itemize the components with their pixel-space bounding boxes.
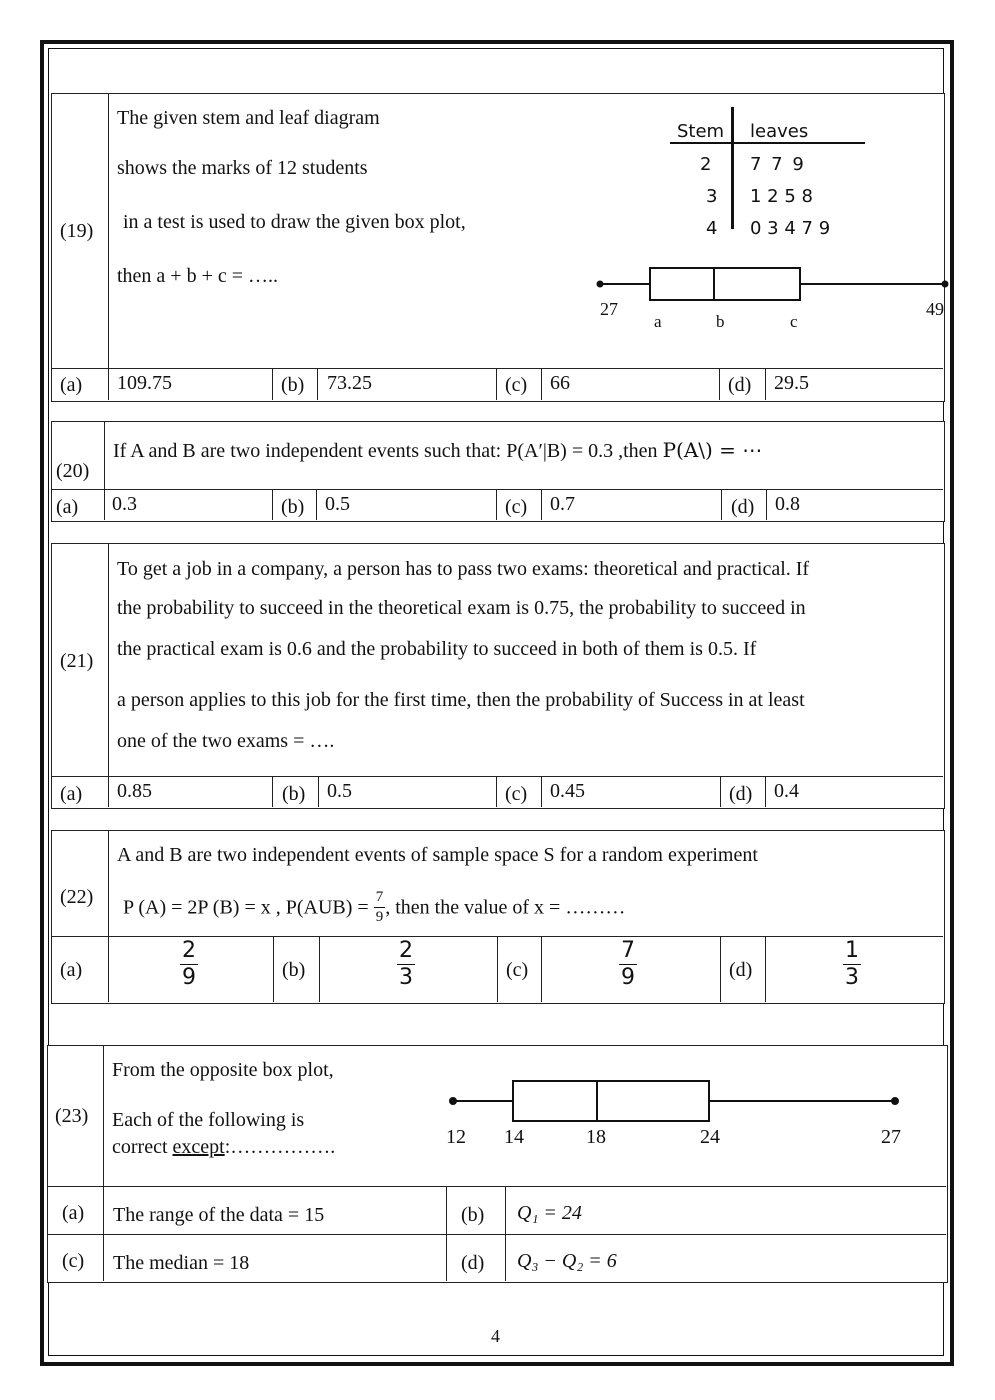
q22-frac-den: 9 [375,909,384,925]
q23-option-a-value[interactable]: The range of the data = 15 [113,1204,325,1226]
q22-line-1: A and B are two independent events of sample space S for a random experiment [117,844,758,866]
q19-option-a-value[interactable]: 109.75 [117,372,172,394]
q23-line-3-suffix: :……………. [224,1136,336,1158]
q20-option-b-value[interactable]: 0.5 [325,493,350,515]
q21-option-b-letter[interactable]: (b) [282,783,306,805]
stem-3: 3 [706,186,718,207]
q22-a-num: 2 [182,938,196,963]
question-21-box [51,543,945,809]
q19-opt-div-6 [765,368,766,400]
q19-opt-div-3 [496,368,497,400]
q21-line-5: one of the two exams = …. [117,730,335,752]
q19-line-2: shows the marks of 12 students [117,157,368,179]
q20-opt-div-2 [316,489,317,520]
q21-opt-div-3 [496,776,497,807]
q19-number: (19) [60,220,94,242]
q19-opt-div-4 [541,368,542,400]
q20-question [113,440,762,461]
q19-min-label: 27 [600,299,618,319]
q22-option-a-letter[interactable]: (a) [60,959,83,981]
q22-line-2-suffix: , then the value of x = ……… [385,896,626,919]
q23-axis-label-12: 12 [446,1126,466,1148]
q23-axis-label-24: 24 [700,1126,720,1148]
q23-axis-label-14: 14 [504,1126,524,1148]
q22-fraction-7-9 [374,890,386,925]
q23-option-c-value[interactable]: The median = 18 [113,1252,250,1274]
q23-max-dot [891,1097,899,1105]
q23-except: except [172,1136,225,1158]
q19-option-b-letter[interactable]: (b) [281,374,305,396]
q21-line-1: To get a job in a company, a person has to pass two exams: theoretical and practical. If [117,558,810,580]
q23-number: (23) [55,1105,89,1127]
q22-opt-div-5 [720,936,721,1002]
q23-line-1: From the opposite box plot, [112,1059,334,1081]
q23-option-a-letter[interactable]: (a) [62,1202,85,1224]
q19-opt-div-5 [719,368,720,400]
q23-options-divider-1 [47,1186,946,1187]
q23-option-d-letter[interactable]: (d) [461,1252,485,1274]
stem-header: Stem [677,121,725,142]
stem-leaf-vline [731,107,734,229]
q23-option-b-letter[interactable]: (b) [461,1204,485,1226]
q19-label-b: b [716,312,725,331]
q19-option-a-letter[interactable]: (a) [60,374,83,396]
q22-option-b-letter[interactable]: (b) [282,959,306,981]
q22-d-num: 1 [845,938,859,963]
q20-opt-div-3 [496,489,497,520]
q23-line-3-prefix: correct [112,1136,173,1158]
q23-min-dot [449,1097,457,1105]
q23-line-3 [112,1137,335,1157]
q21-option-d-letter[interactable]: (d) [729,783,753,805]
q21-line-2: the probability to succeed in the theoretical exam is 0.75, the probability to succeed in [117,597,806,619]
q19-line-4: then a + b + c = ….. [117,265,279,287]
q20-opt-div-6 [766,489,767,520]
q23-option-b-value[interactable]: Q₁ = 24 [517,1202,582,1224]
q19-number-divider [108,93,109,400]
q19-option-c-value[interactable]: 66 [550,372,570,394]
q23-options-divider-2 [47,1234,946,1235]
q21-option-c-value[interactable]: 0.45 [550,780,585,802]
q21-line-3: the practical exam is 0.6 and the probability to succeed in both of them is 0.5. If [117,638,757,660]
q23-option-d-value[interactable]: Q₃ − Q₂ = 6 [517,1250,617,1272]
q22-option-d-value[interactable] [843,940,861,989]
q22-opt-div-6 [765,936,766,1002]
stem-2: 2 [700,154,712,175]
q23-box [513,1081,709,1121]
q21-options-divider [51,776,943,777]
q20-option-c-letter[interactable]: (c) [505,496,528,518]
q22-option-c-letter[interactable]: (c) [506,959,529,981]
q19-option-b-value[interactable]: 73.25 [327,372,372,394]
q20-opt-div-4 [541,489,542,520]
q22-option-a-value[interactable] [180,940,198,989]
q20-option-b-letter[interactable]: (b) [281,496,305,518]
q22-opt-div-2 [319,936,320,1002]
q20-option-d-letter[interactable]: (d) [731,496,755,518]
q21-option-a-letter[interactable]: (a) [60,783,83,805]
q20-option-c-value[interactable]: 0.7 [550,493,575,515]
q20-option-a-letter[interactable]: (a) [56,496,79,518]
q21-option-a-value[interactable]: 0.85 [117,780,152,802]
q20-text-end: P(A\) = ⋯ [662,438,763,462]
q23-option-c-letter[interactable]: (c) [62,1250,85,1272]
q22-line-2 [123,890,625,925]
q21-opt-div-1 [272,776,273,807]
q21-opt-div-5 [720,776,721,807]
q22-c-den: 9 [621,965,635,990]
question-20-box [51,421,945,522]
q22-frac-bar [374,907,386,908]
page-number: 4 [491,1326,500,1346]
q21-opt-div-4 [541,776,542,807]
q22-d-den: 3 [845,965,859,990]
q19-box-plot [590,258,950,338]
q22-option-d-letter[interactable]: (d) [729,959,753,981]
q20-options-divider [51,489,943,490]
q20-number: (20) [56,460,90,482]
q23-number-divider [103,1045,104,1281]
leaves-row-3: 1 2 5 8 [750,186,813,207]
q19-opt-div-2 [317,368,318,400]
q21-opt-div-2 [318,776,319,807]
q21-option-c-letter[interactable]: (c) [505,783,528,805]
q20-option-d-value[interactable]: 0.8 [775,493,800,515]
stem-leaf-diagram [664,104,874,239]
q23-line-2: Each of the following is [112,1109,305,1131]
q19-label-c: c [790,312,798,331]
q20-number-divider [104,421,105,520]
q22-opt-div-1 [273,936,274,1002]
q19-option-c-letter[interactable]: (c) [505,374,528,396]
q19-min-dot [597,281,604,288]
q20-opt-div-5 [721,489,722,520]
q22-option-c-value[interactable] [619,940,637,989]
q22-number: (22) [60,886,94,908]
q20-option-a-value[interactable]: 0.3 [112,493,137,515]
stem-4: 4 [706,218,718,239]
q19-max-dot [942,281,949,288]
leaves-header: leaves [750,121,809,142]
q22-number-divider [108,830,109,1002]
q22-b-den: 3 [399,965,413,990]
stem-leaf-hline [670,142,865,144]
q20-text: If A and B are two independent events such that: P(A′|B) = 0.3 ,then [113,440,663,462]
q19-option-d-letter[interactable]: (d) [728,374,752,396]
q19-line-1: The given stem and leaf diagram [117,107,380,129]
q20-opt-div-1 [272,489,273,520]
q23-axis-label-27: 27 [881,1126,901,1148]
q23-opt-div-2 [505,1186,506,1281]
q19-line-3: in a test is used to draw the given box plot, [123,211,466,233]
leaves-row-4: 0 3 4 7 9 [750,218,831,239]
q19-max-label: 49 [926,299,944,319]
q21-number-divider [108,543,109,807]
q23-opt-div-1 [446,1186,447,1281]
q19-opt-div-1 [272,368,273,400]
q22-c-num: 7 [621,938,635,963]
q23-axis-label-18: 18 [586,1126,606,1148]
q21-opt-div-6 [765,776,766,807]
q21-number: (21) [60,650,94,672]
q22-option-b-value[interactable] [397,940,415,989]
q23-box-plot [440,1072,910,1132]
q22-line-2-prefix: P (A) = 2P (B) = x , P(AUB) = [123,896,374,919]
leaves-row-2: 7 7 9 [750,154,806,175]
q22-opt-div-4 [541,936,542,1002]
q21-option-b-value[interactable]: 0.5 [327,780,352,802]
q19-options-divider [51,368,943,369]
q22-a-den: 9 [182,965,196,990]
q22-opt-div-3 [497,936,498,1002]
q21-option-d-value[interactable]: 0.4 [774,780,799,802]
q19-option-d-value[interactable]: 29.5 [774,372,809,394]
q21-line-4: a person applies to this job for the first time, then the probability of Success in at least [117,689,805,711]
q22-b-num: 2 [399,938,413,963]
q19-label-a: a [654,312,662,331]
q22-frac-num: 7 [375,889,384,905]
q19-box [650,268,800,300]
